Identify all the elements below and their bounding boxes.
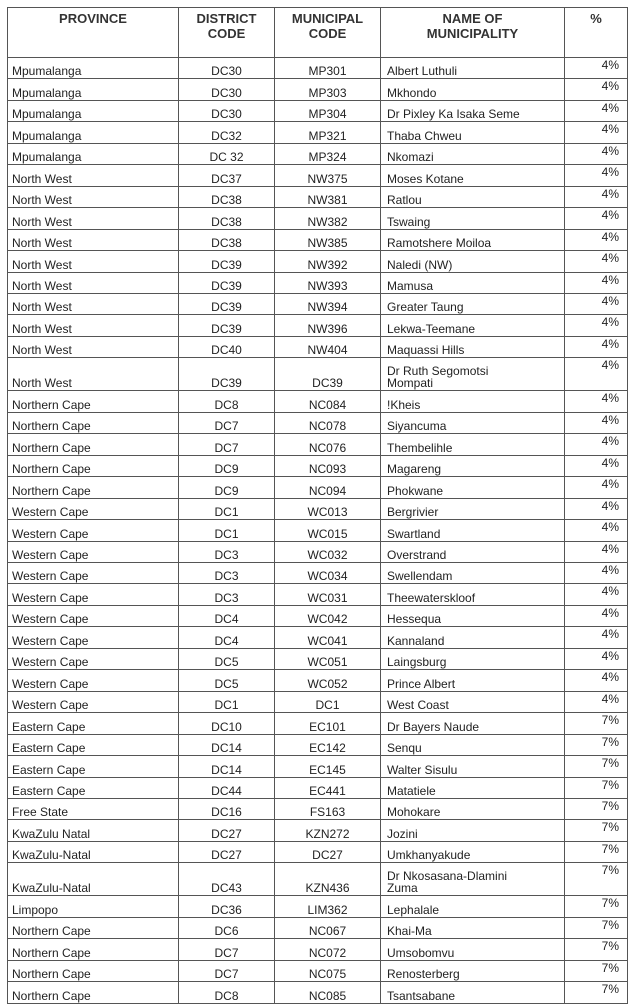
cell-municipality-name: Theewaterskloof bbox=[381, 584, 565, 605]
cell-province: Northern Cape bbox=[8, 477, 179, 498]
cell-district-code: DC39 bbox=[179, 358, 275, 391]
cell-municipality-name: Mohokare bbox=[381, 798, 565, 819]
cell-province: Western Cape bbox=[8, 498, 179, 519]
table-row bbox=[8, 777, 628, 798]
cell-municipality-name: West Coast bbox=[381, 691, 565, 712]
table-row bbox=[8, 455, 628, 476]
cell-province: Northern Cape bbox=[8, 917, 179, 938]
cell-province: North West bbox=[8, 272, 179, 293]
cell-percent: 7% bbox=[565, 798, 628, 819]
cell-municipal-code: NW382 bbox=[275, 208, 381, 229]
cell-percent: 4% bbox=[565, 562, 628, 583]
cell-district-code: DC30 bbox=[179, 100, 275, 121]
cell-province: KwaZulu-Natal bbox=[8, 841, 179, 862]
table-row bbox=[8, 315, 628, 336]
cell-municipal-code: WC031 bbox=[275, 584, 381, 605]
cell-province: Western Cape bbox=[8, 541, 179, 562]
cell-municipality-name: Maquassi Hills bbox=[381, 336, 565, 357]
cell-percent: 7% bbox=[565, 939, 628, 960]
cell-district-code: DC39 bbox=[179, 293, 275, 314]
cell-municipal-code: WC034 bbox=[275, 562, 381, 583]
cell-percent: 4% bbox=[565, 122, 628, 143]
cell-district-code: DC27 bbox=[179, 820, 275, 841]
table-row bbox=[8, 498, 628, 519]
cell-municipality-name: Umsobomvu bbox=[381, 939, 565, 960]
cell-percent: 4% bbox=[565, 358, 628, 391]
cell-municipality-name: Thembelihle bbox=[381, 434, 565, 455]
cell-percent: 4% bbox=[565, 691, 628, 712]
cell-municipal-code: MP321 bbox=[275, 122, 381, 143]
table-row bbox=[8, 143, 628, 164]
cell-province: North West bbox=[8, 208, 179, 229]
cell-municipality-name bbox=[381, 863, 565, 896]
table-row bbox=[8, 734, 628, 755]
cell-percent: 4% bbox=[565, 670, 628, 691]
cell-municipality-name: Nkomazi bbox=[381, 143, 565, 164]
cell-district-code: DC36 bbox=[179, 896, 275, 917]
table-row bbox=[8, 208, 628, 229]
table-row bbox=[8, 272, 628, 293]
cell-municipality-name-line: Mompati bbox=[387, 376, 434, 391]
cell-municipality-name: Bergrivier bbox=[381, 498, 565, 519]
cell-province: Northern Cape bbox=[8, 434, 179, 455]
cell-district-code: DC 32 bbox=[179, 143, 275, 164]
cell-province: North West bbox=[8, 315, 179, 336]
cell-percent: 4% bbox=[565, 100, 628, 121]
table-row bbox=[8, 691, 628, 712]
cell-district-code: DC38 bbox=[179, 186, 275, 207]
cell-municipality-name: Tswaing bbox=[381, 208, 565, 229]
cell-province: Eastern Cape bbox=[8, 777, 179, 798]
cell-province: Limpopo bbox=[8, 896, 179, 917]
cell-district-code: DC1 bbox=[179, 691, 275, 712]
cell-municipal-code: WC051 bbox=[275, 648, 381, 669]
cell-municipality-name: Greater Taung bbox=[381, 293, 565, 314]
cell-municipal-code: WC015 bbox=[275, 520, 381, 541]
table-row bbox=[8, 477, 628, 498]
cell-municipality-name: Hessequa bbox=[381, 605, 565, 626]
cell-province: Western Cape bbox=[8, 584, 179, 605]
table-row bbox=[8, 251, 628, 272]
cell-percent: 7% bbox=[565, 917, 628, 938]
table-row bbox=[8, 412, 628, 433]
cell-municipality-name: Khai-Ma bbox=[381, 917, 565, 938]
table-row bbox=[8, 520, 628, 541]
table-row bbox=[8, 562, 628, 583]
cell-percent: 4% bbox=[565, 293, 628, 314]
cell-municipal-code: NW392 bbox=[275, 251, 381, 272]
cell-percent: 4% bbox=[565, 541, 628, 562]
cell-province: Northern Cape bbox=[8, 960, 179, 981]
table-row bbox=[8, 798, 628, 819]
table-row bbox=[8, 960, 628, 981]
table-row bbox=[8, 863, 628, 896]
cell-province: Eastern Cape bbox=[8, 756, 179, 777]
cell-percent: 4% bbox=[565, 58, 628, 79]
cell-municipality-name: Albert Luthuli bbox=[381, 58, 565, 79]
cell-municipal-code: FS163 bbox=[275, 798, 381, 819]
cell-district-code: DC5 bbox=[179, 670, 275, 691]
cell-percent: 4% bbox=[565, 584, 628, 605]
cell-municipality-name: Senqu bbox=[381, 734, 565, 755]
municipality-table-container bbox=[7, 7, 627, 1004]
cell-municipality-name: Jozini bbox=[381, 820, 565, 841]
cell-percent: 4% bbox=[565, 412, 628, 433]
cell-province: Western Cape bbox=[8, 691, 179, 712]
table-row bbox=[8, 100, 628, 121]
table-row bbox=[8, 939, 628, 960]
cell-province: Mpumalanga bbox=[8, 143, 179, 164]
cell-percent: 7% bbox=[565, 713, 628, 734]
cell-province: Northern Cape bbox=[8, 939, 179, 960]
cell-percent: 7% bbox=[565, 777, 628, 798]
cell-municipal-code: KZN272 bbox=[275, 820, 381, 841]
cell-province: KwaZulu-Natal bbox=[8, 863, 179, 896]
cell-municipal-code: NW394 bbox=[275, 293, 381, 314]
cell-province: Western Cape bbox=[8, 605, 179, 626]
cell-percent: 4% bbox=[565, 336, 628, 357]
table-row bbox=[8, 122, 628, 143]
cell-municipal-code: MP304 bbox=[275, 100, 381, 121]
cell-municipality-name: Umkhanyakude bbox=[381, 841, 565, 862]
cell-province: Eastern Cape bbox=[8, 713, 179, 734]
cell-municipality-name: Kannaland bbox=[381, 627, 565, 648]
table-row bbox=[8, 541, 628, 562]
cell-province: Western Cape bbox=[8, 562, 179, 583]
cell-municipal-code: NW393 bbox=[275, 272, 381, 293]
cell-municipal-code: WC042 bbox=[275, 605, 381, 626]
cell-municipality-name: Matatiele bbox=[381, 777, 565, 798]
cell-percent: 4% bbox=[565, 208, 628, 229]
table-row bbox=[8, 896, 628, 917]
cell-municipality-name bbox=[381, 358, 565, 391]
cell-municipal-code: MP303 bbox=[275, 79, 381, 100]
cell-percent: 7% bbox=[565, 734, 628, 755]
cell-municipal-code: EC441 bbox=[275, 777, 381, 798]
cell-percent: 4% bbox=[565, 455, 628, 476]
cell-province: Mpumalanga bbox=[8, 100, 179, 121]
cell-municipal-code: EC101 bbox=[275, 713, 381, 734]
cell-municipal-code: EC145 bbox=[275, 756, 381, 777]
cell-district-code: DC32 bbox=[179, 122, 275, 143]
cell-municipal-code: MP301 bbox=[275, 58, 381, 79]
cell-province: Northern Cape bbox=[8, 455, 179, 476]
cell-district-code: DC30 bbox=[179, 58, 275, 79]
cell-district-code: DC7 bbox=[179, 434, 275, 455]
table-row bbox=[8, 584, 628, 605]
cell-percent: 4% bbox=[565, 605, 628, 626]
cell-district-code: DC7 bbox=[179, 939, 275, 960]
cell-municipal-code: WC013 bbox=[275, 498, 381, 519]
cell-municipality-name: Phokwane bbox=[381, 477, 565, 498]
cell-district-code: DC1 bbox=[179, 520, 275, 541]
cell-municipality-name-line: Dr Nkosasana-Dlamini bbox=[387, 869, 508, 884]
table-row bbox=[8, 917, 628, 938]
cell-municipal-code: NW396 bbox=[275, 315, 381, 336]
cell-district-code: DC3 bbox=[179, 562, 275, 583]
header-name-of-municipality: NAME OF MUNICIPALITY bbox=[381, 8, 565, 58]
cell-district-code: DC10 bbox=[179, 713, 275, 734]
cell-province: Mpumalanga bbox=[8, 79, 179, 100]
table-row bbox=[8, 79, 628, 100]
cell-municipality-name: Overstrand bbox=[381, 541, 565, 562]
cell-percent: 4% bbox=[565, 143, 628, 164]
cell-percent: 4% bbox=[565, 477, 628, 498]
cell-municipal-code: NW385 bbox=[275, 229, 381, 250]
cell-percent: 4% bbox=[565, 627, 628, 648]
cell-municipality-name: Prince Albert bbox=[381, 670, 565, 691]
table-row bbox=[8, 336, 628, 357]
cell-district-code: DC3 bbox=[179, 541, 275, 562]
cell-municipal-code: WC032 bbox=[275, 541, 381, 562]
cell-province: North West bbox=[8, 165, 179, 186]
cell-municipal-code: NW375 bbox=[275, 165, 381, 186]
cell-municipal-code: NC072 bbox=[275, 939, 381, 960]
cell-municipality-name: Lephalale bbox=[381, 896, 565, 917]
cell-province: Eastern Cape bbox=[8, 734, 179, 755]
cell-municipality-name: Ratlou bbox=[381, 186, 565, 207]
cell-province: Free State bbox=[8, 798, 179, 819]
cell-municipality-name: Mamusa bbox=[381, 272, 565, 293]
cell-province: Mpumalanga bbox=[8, 122, 179, 143]
cell-province: North West bbox=[8, 358, 179, 391]
cell-province: Western Cape bbox=[8, 670, 179, 691]
cell-municipal-code: NC093 bbox=[275, 455, 381, 476]
cell-percent: 4% bbox=[565, 520, 628, 541]
table-row bbox=[8, 670, 628, 691]
cell-municipal-code: KZN436 bbox=[275, 863, 381, 896]
table-row bbox=[8, 186, 628, 207]
cell-district-code: DC39 bbox=[179, 315, 275, 336]
table-row bbox=[8, 841, 628, 862]
cell-municipal-code: WC052 bbox=[275, 670, 381, 691]
cell-percent: 4% bbox=[565, 315, 628, 336]
cell-municipal-code: NC076 bbox=[275, 434, 381, 455]
cell-district-code: DC39 bbox=[179, 272, 275, 293]
cell-province: Western Cape bbox=[8, 520, 179, 541]
cell-percent: 7% bbox=[565, 756, 628, 777]
cell-district-code: DC39 bbox=[179, 251, 275, 272]
cell-municipal-code: LIM362 bbox=[275, 896, 381, 917]
cell-municipality-name: Thaba Chweu bbox=[381, 122, 565, 143]
cell-municipal-code: NC067 bbox=[275, 917, 381, 938]
table-row bbox=[8, 434, 628, 455]
cell-province: North West bbox=[8, 251, 179, 272]
cell-municipality-name: Mkhondo bbox=[381, 79, 565, 100]
cell-district-code: DC38 bbox=[179, 229, 275, 250]
cell-percent: 7% bbox=[565, 863, 628, 896]
table-header-row bbox=[8, 8, 628, 58]
cell-municipality-name: Siyancuma bbox=[381, 412, 565, 433]
cell-percent: 4% bbox=[565, 186, 628, 207]
cell-municipality-name: Dr Pixley Ka Isaka Seme bbox=[381, 100, 565, 121]
cell-municipal-code: EC142 bbox=[275, 734, 381, 755]
cell-province: Western Cape bbox=[8, 648, 179, 669]
cell-percent: 4% bbox=[565, 434, 628, 455]
cell-municipal-code: NC075 bbox=[275, 960, 381, 981]
table-row bbox=[8, 756, 628, 777]
cell-district-code: DC38 bbox=[179, 208, 275, 229]
cell-municipality-name: Swellendam bbox=[381, 562, 565, 583]
cell-province: North West bbox=[8, 293, 179, 314]
cell-district-code: DC30 bbox=[179, 79, 275, 100]
cell-district-code: DC9 bbox=[179, 477, 275, 498]
header-province: PROVINCE bbox=[8, 8, 179, 58]
table-row bbox=[8, 391, 628, 412]
table-row bbox=[8, 165, 628, 186]
table-row bbox=[8, 713, 628, 734]
cell-municipality-name: Moses Kotane bbox=[381, 165, 565, 186]
cell-municipality-name: Walter Sisulu bbox=[381, 756, 565, 777]
cell-municipal-code: NC094 bbox=[275, 477, 381, 498]
table-row bbox=[8, 820, 628, 841]
cell-province: KwaZulu Natal bbox=[8, 820, 179, 841]
cell-district-code: DC4 bbox=[179, 605, 275, 626]
cell-percent: 4% bbox=[565, 391, 628, 412]
cell-percent: 4% bbox=[565, 165, 628, 186]
header-district-code: DISTRICT CODE bbox=[179, 8, 275, 58]
cell-municipality-name: Lekwa-Teemane bbox=[381, 315, 565, 336]
cell-percent: 4% bbox=[565, 648, 628, 669]
cell-district-code: DC9 bbox=[179, 455, 275, 476]
cell-municipality-name: Naledi (NW) bbox=[381, 251, 565, 272]
cell-municipal-code: NC084 bbox=[275, 391, 381, 412]
cell-district-code: DC4 bbox=[179, 627, 275, 648]
municipality-table bbox=[7, 7, 628, 1004]
cell-district-code: DC7 bbox=[179, 960, 275, 981]
cell-district-code: DC14 bbox=[179, 734, 275, 755]
cell-district-code: DC44 bbox=[179, 777, 275, 798]
cell-district-code: DC5 bbox=[179, 648, 275, 669]
cell-municipality-name: Ramotshere Moiloa bbox=[381, 229, 565, 250]
cell-municipal-code: NC085 bbox=[275, 982, 381, 1003]
cell-percent: 7% bbox=[565, 820, 628, 841]
cell-district-code: DC43 bbox=[179, 863, 275, 896]
cell-municipal-code: DC39 bbox=[275, 358, 381, 391]
cell-province: Northern Cape bbox=[8, 391, 179, 412]
cell-percent: 7% bbox=[565, 896, 628, 917]
cell-district-code: DC37 bbox=[179, 165, 275, 186]
table-row bbox=[8, 648, 628, 669]
cell-province: North West bbox=[8, 229, 179, 250]
cell-municipality-name: Laingsburg bbox=[381, 648, 565, 669]
cell-municipal-code: WC041 bbox=[275, 627, 381, 648]
cell-municipal-code: NC078 bbox=[275, 412, 381, 433]
cell-province: Northern Cape bbox=[8, 982, 179, 1003]
cell-percent: 7% bbox=[565, 982, 628, 1003]
cell-municipality-name-line: Zuma bbox=[387, 881, 418, 896]
cell-district-code: DC3 bbox=[179, 584, 275, 605]
cell-percent: 4% bbox=[565, 272, 628, 293]
cell-province: Mpumalanga bbox=[8, 58, 179, 79]
cell-municipality-name: Renosterberg bbox=[381, 960, 565, 981]
cell-municipality-name: !Kheis bbox=[381, 391, 565, 412]
cell-percent: 4% bbox=[565, 229, 628, 250]
cell-percent: 4% bbox=[565, 251, 628, 272]
table-row bbox=[8, 229, 628, 250]
cell-district-code: DC6 bbox=[179, 917, 275, 938]
cell-province: North West bbox=[8, 186, 179, 207]
table-row bbox=[8, 605, 628, 626]
cell-district-code: DC7 bbox=[179, 412, 275, 433]
cell-municipal-code: DC27 bbox=[275, 841, 381, 862]
cell-municipality-name: Dr Bayers Naude bbox=[381, 713, 565, 734]
cell-municipal-code: NW381 bbox=[275, 186, 381, 207]
cell-municipality-name: Magareng bbox=[381, 455, 565, 476]
cell-district-code: DC27 bbox=[179, 841, 275, 862]
cell-municipal-code: MP324 bbox=[275, 143, 381, 164]
cell-district-code: DC8 bbox=[179, 982, 275, 1003]
cell-percent: 7% bbox=[565, 841, 628, 862]
table-body bbox=[8, 58, 628, 1004]
cell-district-code: DC14 bbox=[179, 756, 275, 777]
cell-district-code: DC1 bbox=[179, 498, 275, 519]
cell-municipal-code: NW404 bbox=[275, 336, 381, 357]
cell-municipality-name: Swartland bbox=[381, 520, 565, 541]
table-row bbox=[8, 627, 628, 648]
cell-municipality-name: Tsantsabane bbox=[381, 982, 565, 1003]
header-percent: % bbox=[565, 8, 628, 58]
cell-municipality-name-line: Dr Ruth Segomotsi bbox=[387, 364, 489, 379]
cell-province: North West bbox=[8, 336, 179, 357]
cell-province: Northern Cape bbox=[8, 412, 179, 433]
table-row bbox=[8, 358, 628, 391]
cell-municipal-code: DC1 bbox=[275, 691, 381, 712]
cell-district-code: DC8 bbox=[179, 391, 275, 412]
cell-province: Western Cape bbox=[8, 627, 179, 648]
table-row bbox=[8, 293, 628, 314]
cell-district-code: DC16 bbox=[179, 798, 275, 819]
cell-percent: 4% bbox=[565, 498, 628, 519]
table-row bbox=[8, 982, 628, 1003]
cell-percent: 4% bbox=[565, 79, 628, 100]
cell-percent: 7% bbox=[565, 960, 628, 981]
table-row bbox=[8, 58, 628, 79]
cell-district-code: DC40 bbox=[179, 336, 275, 357]
header-municipal-code: MUNICIPAL CODE bbox=[275, 8, 381, 58]
